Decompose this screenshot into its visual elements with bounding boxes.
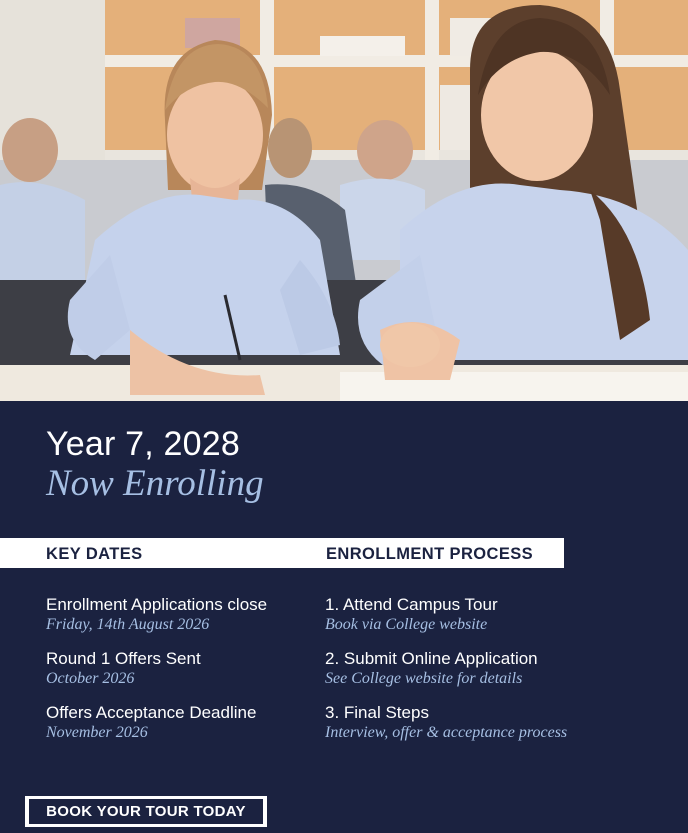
enrollment-process-list (325, 594, 567, 756)
key-date-title: Enrollment Applications close (46, 595, 268, 614)
key-date-detail: November 2026 (46, 724, 148, 741)
process-step-detail: See College website for details (325, 670, 523, 687)
key-date-detail: Friday, 14th August 2026 (46, 616, 210, 633)
book-tour-button-label: BOOK YOUR TOUR TODAY (46, 803, 246, 820)
key-date-item (46, 702, 267, 756)
hero-photo (0, 0, 688, 401)
book-tour-button[interactable] (25, 796, 267, 827)
key-date-title: Round 1 Offers Sent (46, 649, 201, 668)
book-tour-button-inner[interactable] (29, 799, 263, 824)
key-date-item (46, 648, 267, 702)
key-date-item (46, 594, 267, 648)
process-step-title: 1. Attend Campus Tour (325, 595, 498, 614)
process-step-detail: Interview, offer & acceptance process (325, 724, 568, 741)
key-dates-header: KEY DATES (46, 545, 143, 563)
process-step (325, 648, 567, 702)
key-date-detail: October 2026 (46, 670, 135, 687)
process-step-detail: Book via College website (325, 616, 488, 633)
process-step-title: 3. Final Steps (325, 703, 429, 722)
key-dates-list (46, 594, 267, 756)
key-date-title: Offers Acceptance Deadline (46, 703, 257, 722)
enrollment-process-header: ENROLLMENT PROCESS (326, 545, 534, 563)
page-title: Year 7, 2028 (46, 425, 240, 463)
page-subtitle: Now Enrolling (46, 463, 264, 504)
process-step (325, 702, 567, 756)
process-step-title: 2. Submit Online Application (325, 649, 538, 668)
process-step (325, 594, 567, 648)
